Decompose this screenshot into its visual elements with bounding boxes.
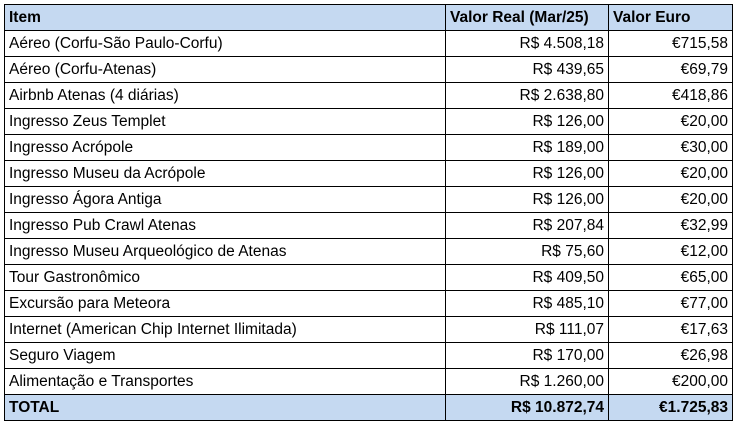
table-row bbox=[5, 343, 733, 369]
cell-item[interactable]: Airbnb Atenas (4 diárias) bbox=[5, 83, 446, 109]
header-euro[interactable]: Valor Euro bbox=[609, 5, 733, 31]
cell-euro[interactable]: €26,98 bbox=[609, 343, 733, 369]
cell-item[interactable]: Ingresso Acrópole bbox=[5, 135, 446, 161]
table-row bbox=[5, 135, 733, 161]
cell-real[interactable]: R$ 189,00 bbox=[446, 135, 609, 161]
table-row bbox=[5, 213, 733, 239]
cell-euro[interactable]: €20,00 bbox=[609, 109, 733, 135]
expense-table bbox=[4, 4, 733, 421]
cell-real[interactable]: R$ 126,00 bbox=[446, 161, 609, 187]
cell-euro[interactable]: €20,00 bbox=[609, 187, 733, 213]
table-row bbox=[5, 369, 733, 395]
cell-item[interactable]: Ingresso Pub Crawl Atenas bbox=[5, 213, 446, 239]
cell-item[interactable]: Ingresso Ágora Antiga bbox=[5, 187, 446, 213]
cell-real[interactable]: R$ 4.508,18 bbox=[446, 31, 609, 57]
cell-real[interactable]: R$ 170,00 bbox=[446, 343, 609, 369]
table-row bbox=[5, 265, 733, 291]
cell-euro[interactable]: €65,00 bbox=[609, 265, 733, 291]
table-row bbox=[5, 317, 733, 343]
cell-item[interactable]: Alimentação e Transportes bbox=[5, 369, 446, 395]
cell-real[interactable]: R$ 111,07 bbox=[446, 317, 609, 343]
total-label[interactable]: TOTAL bbox=[5, 395, 446, 421]
cell-item[interactable]: Ingresso Zeus Templet bbox=[5, 109, 446, 135]
table-row bbox=[5, 161, 733, 187]
cell-euro[interactable]: €715,58 bbox=[609, 31, 733, 57]
header-real[interactable]: Valor Real (Mar/25) bbox=[446, 5, 609, 31]
cell-item[interactable]: Internet (American Chip Internet Ilimitada) bbox=[5, 317, 446, 343]
cell-real[interactable]: R$ 439,65 bbox=[446, 57, 609, 83]
cell-item[interactable]: Tour Gastronômico bbox=[5, 265, 446, 291]
table-row bbox=[5, 187, 733, 213]
total-row bbox=[5, 395, 733, 421]
cell-real[interactable]: R$ 126,00 bbox=[446, 109, 609, 135]
cell-euro[interactable]: €17,63 bbox=[609, 317, 733, 343]
cell-euro[interactable]: €77,00 bbox=[609, 291, 733, 317]
cell-euro[interactable]: €418,86 bbox=[609, 83, 733, 109]
cell-real[interactable]: R$ 485,10 bbox=[446, 291, 609, 317]
table-row bbox=[5, 239, 733, 265]
cell-euro[interactable]: €32,99 bbox=[609, 213, 733, 239]
cell-euro[interactable]: €12,00 bbox=[609, 239, 733, 265]
cell-euro[interactable]: €200,00 bbox=[609, 369, 733, 395]
cell-item[interactable]: Aéreo (Corfu-São Paulo-Corfu) bbox=[5, 31, 446, 57]
cell-item[interactable]: Aéreo (Corfu-Atenas) bbox=[5, 57, 446, 83]
cell-real[interactable]: R$ 207,84 bbox=[446, 213, 609, 239]
table-row bbox=[5, 57, 733, 83]
header-item[interactable]: Item bbox=[5, 5, 446, 31]
cell-item[interactable]: Excursão para Meteora bbox=[5, 291, 446, 317]
cell-real[interactable]: R$ 1.260,00 bbox=[446, 369, 609, 395]
cell-real[interactable]: R$ 126,00 bbox=[446, 187, 609, 213]
cell-euro[interactable]: €20,00 bbox=[609, 161, 733, 187]
table-row bbox=[5, 31, 733, 57]
table-row bbox=[5, 83, 733, 109]
cell-euro[interactable]: €69,79 bbox=[609, 57, 733, 83]
table-row bbox=[5, 109, 733, 135]
cell-euro[interactable]: €30,00 bbox=[609, 135, 733, 161]
cell-real[interactable]: R$ 2.638,80 bbox=[446, 83, 609, 109]
header-row bbox=[5, 5, 733, 31]
cell-item[interactable]: Ingresso Museu da Acrópole bbox=[5, 161, 446, 187]
cell-item[interactable]: Ingresso Museu Arqueológico de Atenas bbox=[5, 239, 446, 265]
cell-real[interactable]: R$ 75,60 bbox=[446, 239, 609, 265]
table-row bbox=[5, 291, 733, 317]
cell-real[interactable]: R$ 409,50 bbox=[446, 265, 609, 291]
cell-item[interactable]: Seguro Viagem bbox=[5, 343, 446, 369]
total-euro[interactable]: €1.725,83 bbox=[609, 395, 733, 421]
total-real[interactable]: R$ 10.872,74 bbox=[446, 395, 609, 421]
